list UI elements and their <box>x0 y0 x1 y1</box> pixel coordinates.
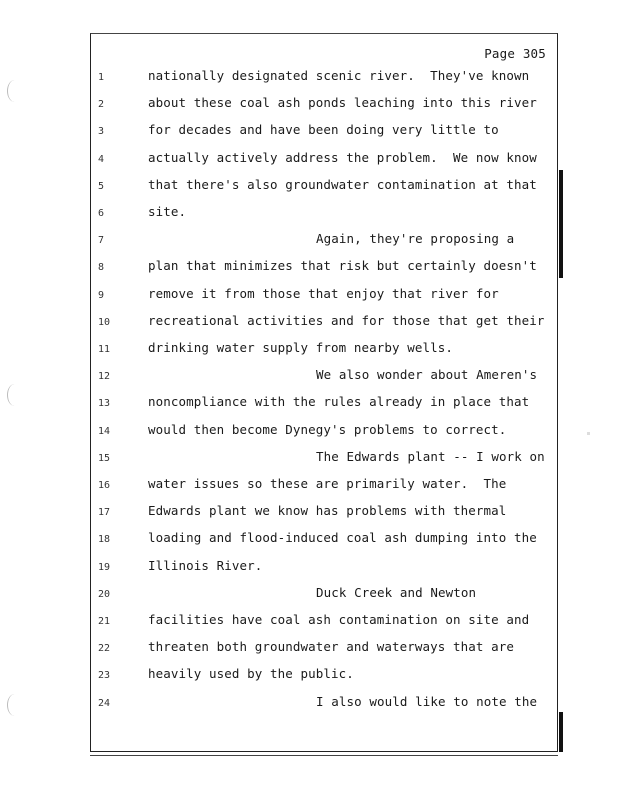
transcript-line <box>0 476 618 496</box>
transcript-line <box>0 340 618 360</box>
line-number: 7 <box>98 235 105 247</box>
line-text: Duck Creek and Newton <box>316 584 477 600</box>
line-text: recreational activities and for those that get their <box>148 312 545 328</box>
transcript-line <box>0 177 618 197</box>
line-number: 2 <box>98 99 105 111</box>
line-text: loading and flood-induced coal ash dumping into the <box>148 530 537 546</box>
line-text: facilities have coal ash contamination on site and <box>148 612 530 627</box>
transcript-line <box>0 150 618 170</box>
line-text: Again, they're proposing a <box>316 231 515 247</box>
line-number: 4 <box>98 153 105 165</box>
transcript-line <box>0 122 618 142</box>
line-number: 16 <box>98 480 111 491</box>
line-text: nationally designated scenic river. They've known <box>148 68 530 83</box>
line-text: about these coal ash ponds leaching into this river <box>148 95 537 111</box>
transcript-line <box>0 558 618 578</box>
margin-bar <box>559 712 563 752</box>
page-number: Page 305 <box>484 46 546 61</box>
line-number: 8 <box>98 262 105 274</box>
line-text: plan that minimizes that risk but certainly doesn't <box>148 258 537 274</box>
line-text: remove it from those that enjoy that river for <box>148 285 499 301</box>
transcript-line <box>0 313 618 333</box>
line-number: 24 <box>98 697 111 709</box>
transcript-line <box>0 394 618 414</box>
line-number: 19 <box>98 561 111 573</box>
line-text: site. <box>148 204 187 219</box>
line-number: 15 <box>98 452 111 464</box>
transcript-line <box>0 694 618 714</box>
line-number: 22 <box>98 643 111 655</box>
line-number: 14 <box>98 425 111 437</box>
transcript-line <box>0 585 618 605</box>
transcript-line <box>0 286 618 306</box>
line-number: 20 <box>98 588 111 600</box>
transcript-line <box>0 367 618 387</box>
bottom-rule <box>90 751 558 752</box>
line-text: I also would like to note the <box>316 693 538 709</box>
transcript-line <box>0 231 618 251</box>
line-text: that there's also groundwater contamination at that <box>148 176 537 192</box>
line-number: 21 <box>98 616 111 627</box>
transcript-line <box>0 449 618 469</box>
line-text: water issues so these are primarily water. The <box>148 476 507 491</box>
transcript-line <box>0 503 618 523</box>
line-number: 11 <box>98 344 111 355</box>
transcript-line <box>0 258 618 278</box>
transcript-line <box>0 204 618 224</box>
line-number: 3 <box>98 126 105 138</box>
line-number: 6 <box>98 208 105 219</box>
line-number: 12 <box>98 371 111 383</box>
line-text: for decades and have been doing very little to <box>148 122 499 138</box>
line-number: 23 <box>98 670 111 682</box>
line-text: We also wonder about Ameren's <box>316 367 538 383</box>
line-number: 17 <box>98 507 111 519</box>
line-text: threaten both groundwater and waterways that are <box>148 639 515 655</box>
bottom-rule <box>90 755 558 756</box>
transcript-line <box>0 612 618 632</box>
transcript-line <box>0 68 618 88</box>
line-number: 1 <box>98 72 105 83</box>
line-text: would then become Dynegy's problems to correct. <box>148 421 507 437</box>
transcript-line <box>0 95 618 115</box>
line-number: 18 <box>98 534 111 546</box>
transcript-line <box>0 530 618 550</box>
line-number: 10 <box>98 316 111 328</box>
line-text: noncompliance with the rules already in place that <box>148 394 530 410</box>
line-text: The Edwards plant -- I work on <box>316 448 545 464</box>
line-number: 9 <box>98 289 105 301</box>
line-text: Illinois River. <box>148 557 263 573</box>
line-text: drinking water supply from nearby wells. <box>148 340 454 355</box>
line-text: actually actively address the problem. We now know <box>148 149 537 165</box>
line-text: heavily used by the public. <box>148 666 354 682</box>
line-text: Edwards plant we know has problems with thermal <box>148 503 507 519</box>
transcript-line <box>0 422 618 442</box>
line-number: 5 <box>98 180 105 192</box>
transcript-line <box>0 639 618 659</box>
line-number: 13 <box>98 398 111 410</box>
transcript-line <box>0 666 618 686</box>
